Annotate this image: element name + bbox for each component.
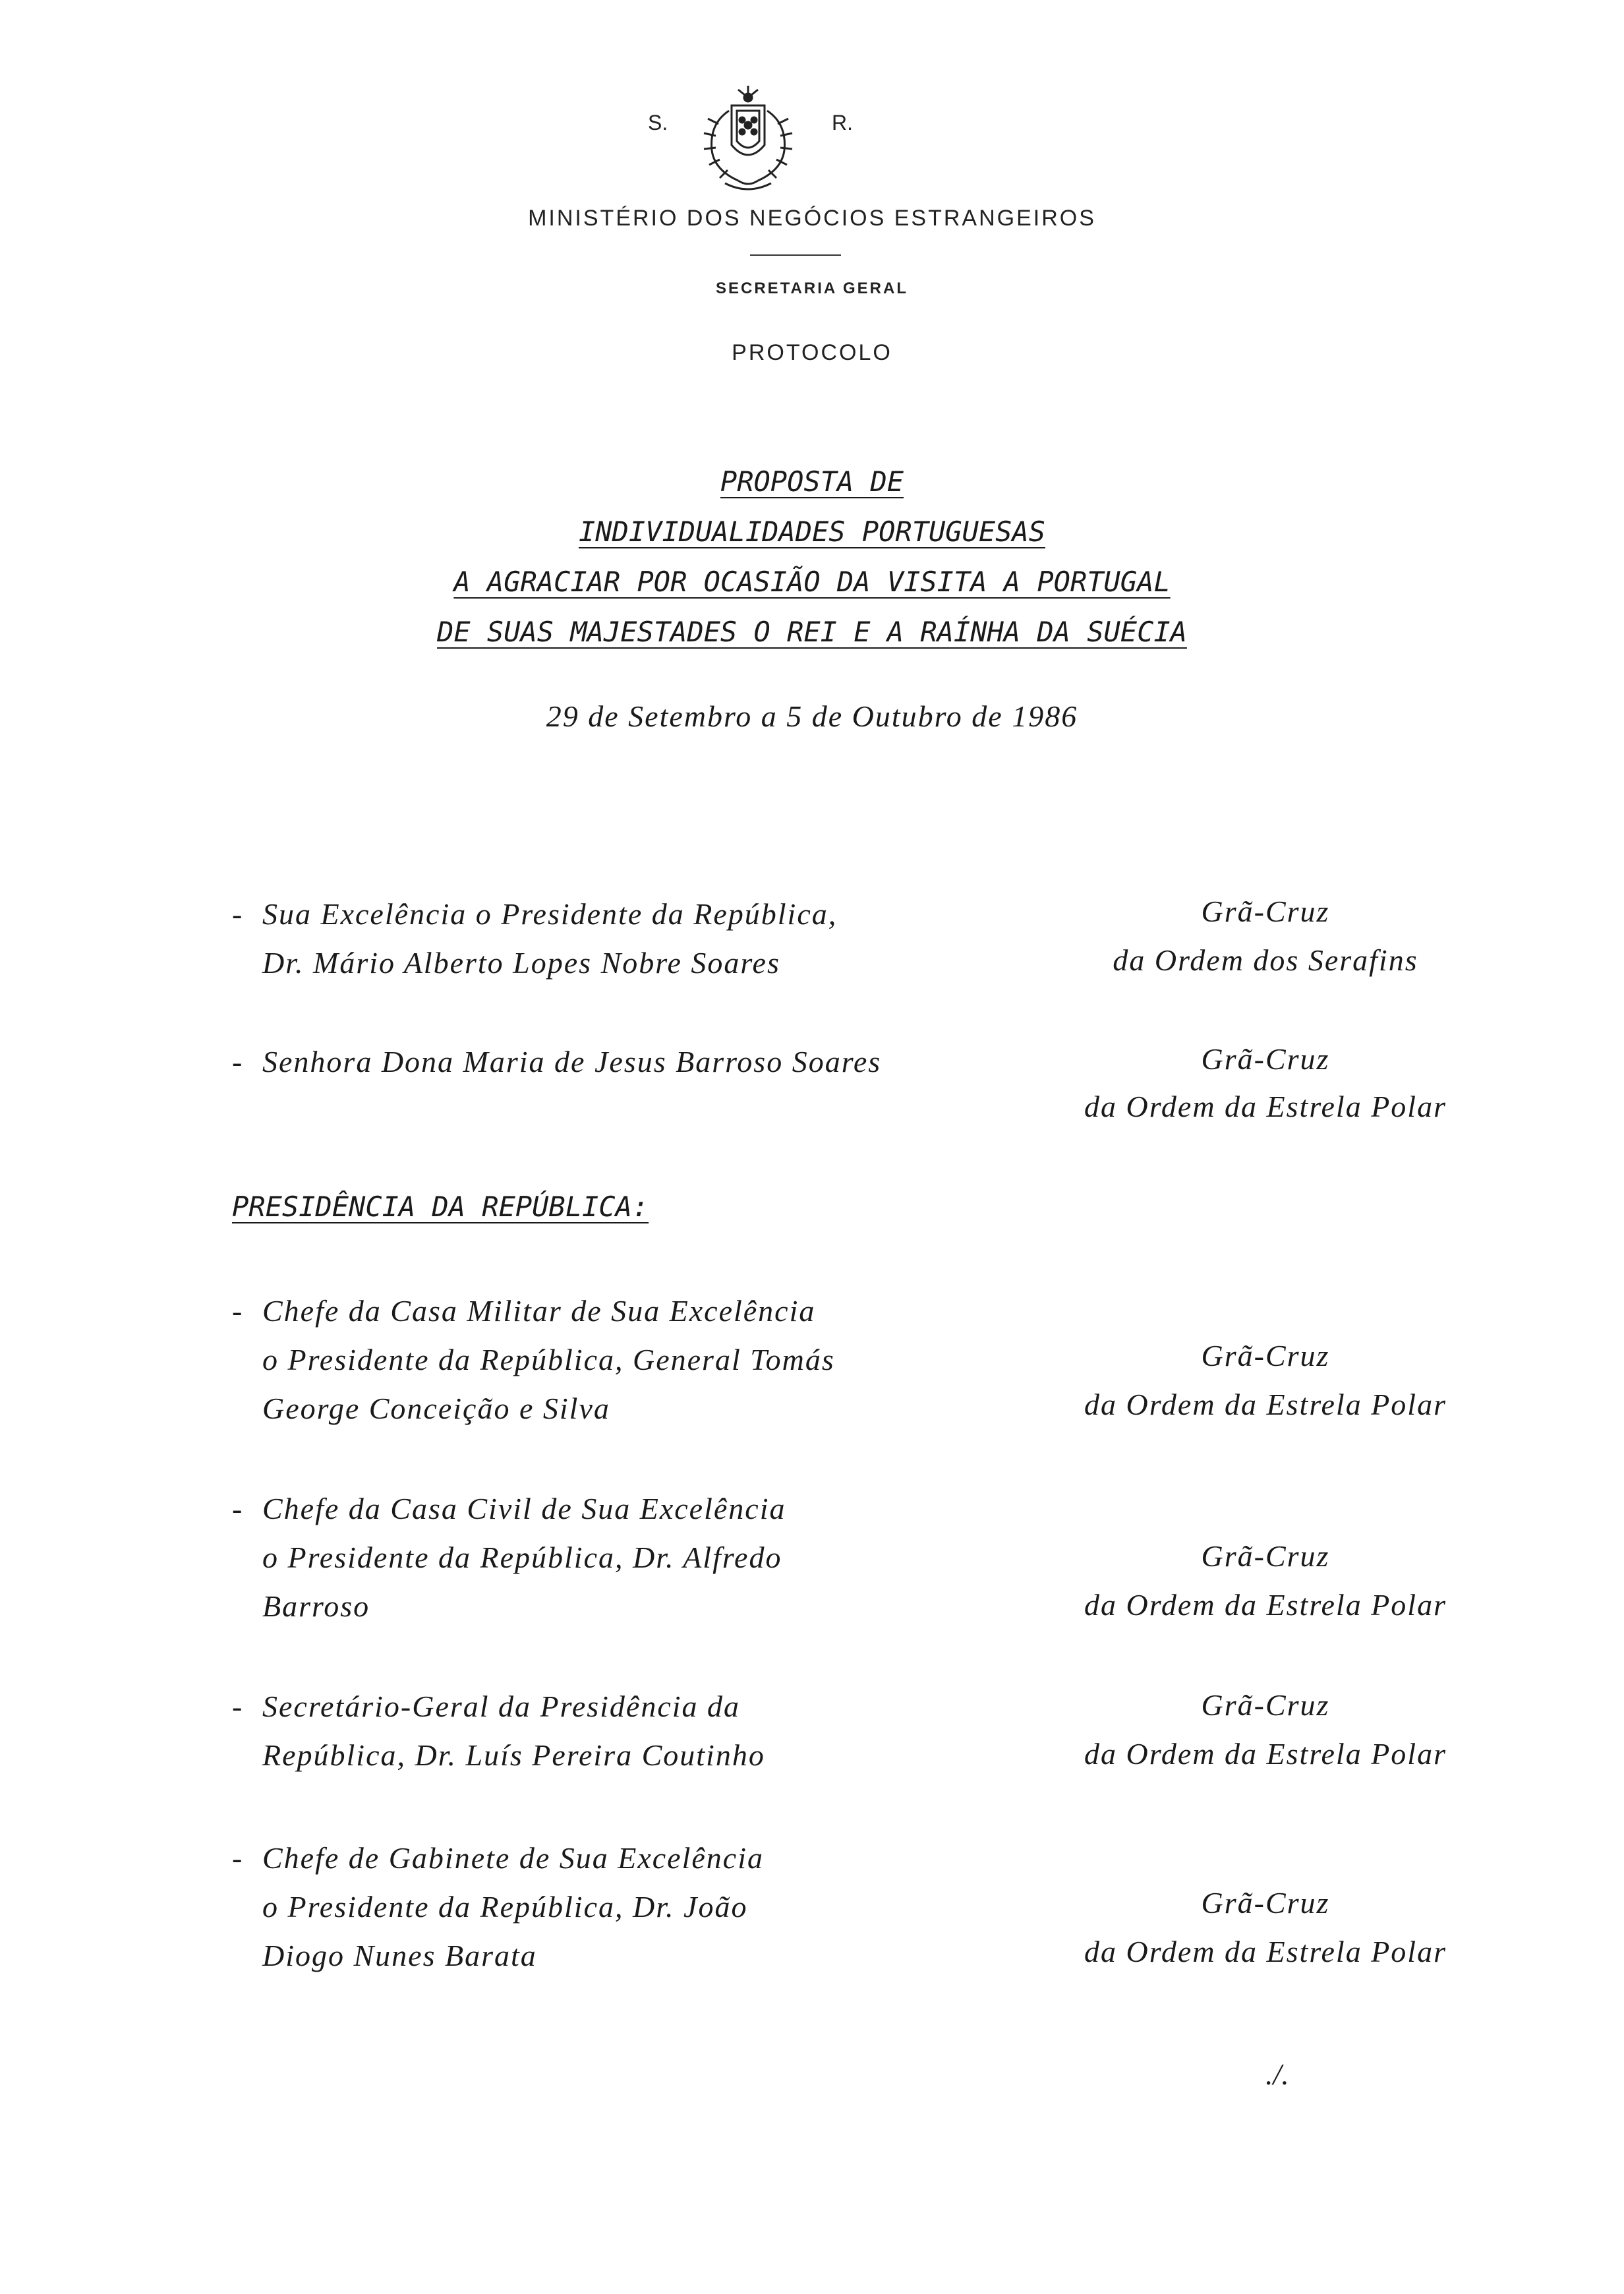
list-marker: - (232, 1690, 244, 1723)
entry-2-award-rank: Grã-Cruz (1201, 1042, 1330, 1076)
entry-6-line-3: Diogo Nunes Barata (262, 1939, 537, 1972)
entry-3-line-1: Chefe da Casa Militar de Sua Excelência (262, 1294, 816, 1328)
letterhead-left-initial: S. (648, 111, 668, 134)
title-line-3: A AGRACIAR POR OCASIÃO DA VISITA A PORTUGAL (453, 566, 1171, 598)
entry-4-line-2: o Presidente da República, Dr. Alfredo (262, 1541, 782, 1574)
entry-4-award-order: da Ordem da Estrela Polar (1084, 1588, 1447, 1622)
entry-5-award-rank: Grã-Cruz (1201, 1688, 1330, 1722)
entry-5-line-2: República, Dr. Luís Pereira Coutinho (262, 1738, 765, 1772)
list-marker: - (232, 897, 244, 931)
letterhead-right-initial: R. (832, 111, 853, 134)
entry-3-award-order: da Ordem da Estrela Polar (1084, 1388, 1447, 1421)
ministry-name: MINISTÉRIO DOS NEGÓCIOS ESTRANGEIROS (528, 206, 1096, 231)
entry-6-award-rank: Grã-Cruz (1201, 1886, 1330, 1920)
list-marker: - (232, 1841, 244, 1875)
list-marker: - (232, 1045, 244, 1078)
letterhead-divider (750, 254, 841, 256)
entry-4-line-1: Chefe da Casa Civil de Sua Excelência (262, 1492, 786, 1525)
list-marker: - (232, 1492, 244, 1525)
entry-6-line-2: o Presidente da República, Dr. João (262, 1890, 748, 1924)
entry-3-award-rank: Grã-Cruz (1201, 1339, 1330, 1372)
title-line-4: DE SUAS MAJESTADES O REI E A RAÍNHA DA SUÉCIA (437, 616, 1187, 648)
entry-6-line-1: Chefe de Gabinete de Sua Excelência (262, 1841, 764, 1875)
entry-4-line-3: Barroso (262, 1589, 370, 1623)
entry-2-line-1: Senhora Dona Maria de Jesus Barroso Soares (262, 1045, 882, 1078)
entry-1-line-2: Dr. Mário Alberto Lopes Nobre Soares (262, 946, 780, 980)
entry-1-award-rank: Grã-Cruz (1201, 895, 1330, 928)
list-marker: - (232, 1294, 244, 1328)
department-label: PROTOCOLO (732, 340, 892, 365)
entry-1-award-order: da Ordem dos Serafins (1113, 943, 1418, 977)
entry-5-award-order: da Ordem da Estrela Polar (1084, 1737, 1447, 1771)
section-heading: PRESIDÊNCIA DA REPÚBLICA: (232, 1191, 649, 1223)
title-line-1: PROPOSTA DE (720, 465, 904, 498)
continuation-mark: ./. (1265, 2057, 1289, 2091)
entry-5-line-1: Secretário-Geral da Presidência da (262, 1690, 741, 1723)
visit-dates: 29 de Setembro a 5 de Outubro de 1986 (546, 699, 1078, 733)
entry-1-line-1: Sua Excelência o Presidente da República, (262, 897, 838, 931)
entry-2-award-order: da Ordem da Estrela Polar (1084, 1090, 1447, 1123)
entry-3-line-3: George Conceição e Silva (262, 1392, 610, 1425)
title-line-2: INDIVIDUALIDADES PORTUGUESAS (578, 515, 1045, 548)
entry-3-line-2: o Presidente da República, General Tomás (262, 1343, 835, 1376)
entry-4-award-rank: Grã-Cruz (1201, 1539, 1330, 1573)
coat-of-arms-emblem-icon (685, 84, 811, 196)
secretaria-label: SECRETARIA GERAL (715, 279, 908, 297)
entry-6-award-order: da Ordem da Estrela Polar (1084, 1935, 1447, 1968)
